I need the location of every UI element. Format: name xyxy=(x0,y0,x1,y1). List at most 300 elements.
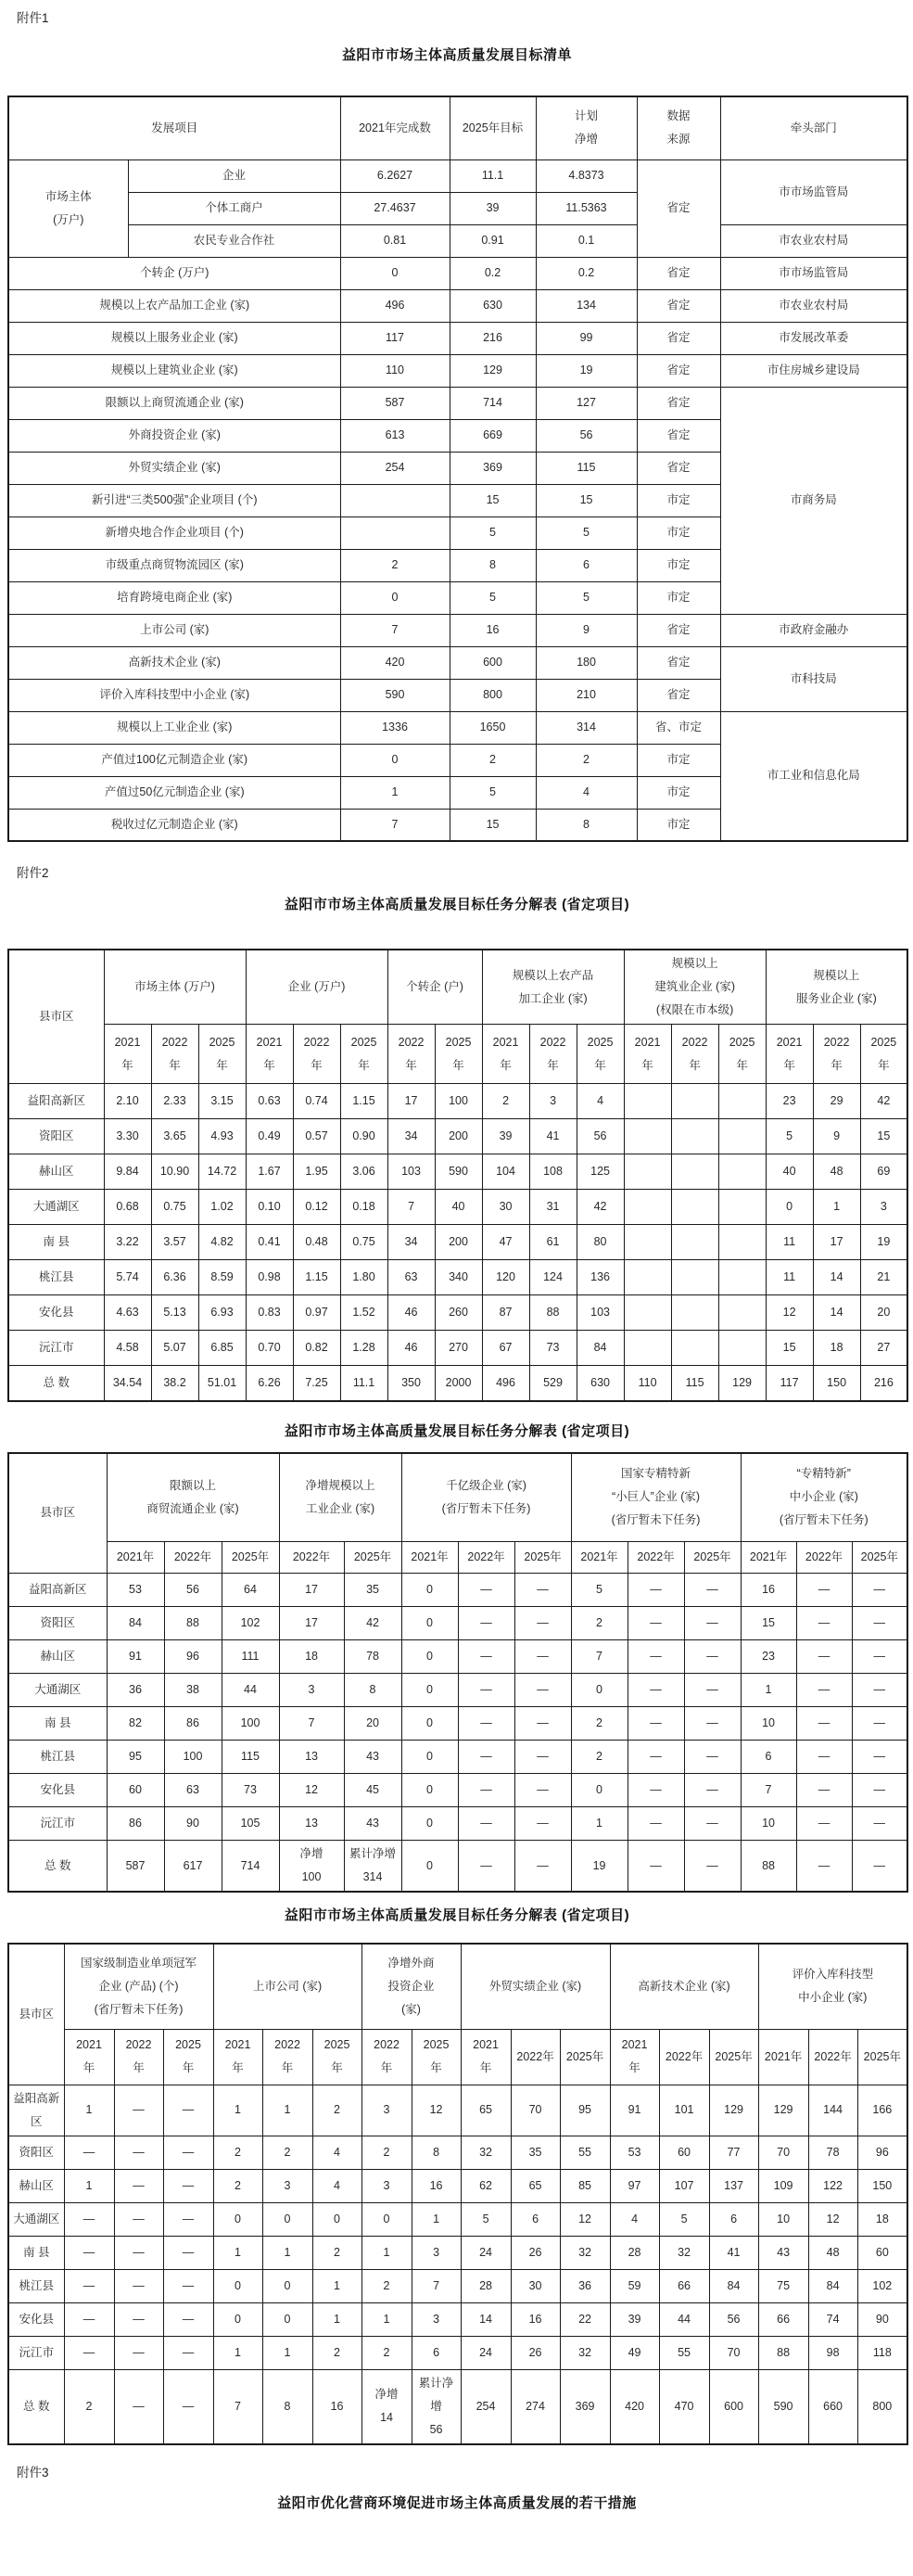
table-cell: 省定 xyxy=(637,679,720,711)
table-cell: 市定 xyxy=(637,776,720,809)
table-cell: 大通湖区 xyxy=(8,1190,104,1225)
table-cell: 市发展改革委 xyxy=(720,322,907,354)
table-cell: 桃江县 xyxy=(8,1260,104,1295)
table-cell: 市工业和信息化局 xyxy=(720,711,907,841)
table-cell: 47 xyxy=(482,1225,529,1260)
table-row xyxy=(8,289,907,322)
table-cell: — xyxy=(64,2202,114,2236)
table-cell: — xyxy=(163,2169,213,2202)
table-cell: 101 xyxy=(659,2085,709,2136)
table-cell: 0 xyxy=(213,2202,262,2236)
table-cell: — xyxy=(114,2085,163,2136)
table-cell: 5 xyxy=(659,2202,709,2236)
table-cell: 110 xyxy=(340,354,450,387)
table-cell: 14 xyxy=(461,2302,511,2336)
table-cell: 19 xyxy=(860,1225,907,1260)
table-cell: 0 xyxy=(571,1674,628,1707)
table-cell: 培育跨境电商企业 (家) xyxy=(8,581,340,614)
table-cell: 规模以上工业企业 (家) xyxy=(8,711,340,744)
table-cell: 安化县 xyxy=(8,2302,64,2336)
table-cell: 0.74 xyxy=(293,1084,340,1119)
table-cell: 420 xyxy=(610,2369,659,2444)
table-cell: 1 xyxy=(741,1674,796,1707)
table-cell: 38 xyxy=(164,1674,222,1707)
table-cell: 累计净增 56 xyxy=(412,2369,461,2444)
table-cell: — xyxy=(796,1707,852,1741)
table-cell: 3 xyxy=(361,2169,412,2202)
table-cell: 55 xyxy=(659,2336,709,2369)
table-cell: 4.63 xyxy=(104,1295,151,1331)
table-cell: 市政府金融办 xyxy=(720,614,907,646)
table-cell: 96 xyxy=(857,2136,907,2169)
header-cell: 2022 年 xyxy=(293,1025,340,1084)
table-cell: 2 xyxy=(571,1607,628,1640)
table-cell: 5 xyxy=(450,516,536,549)
table-cell xyxy=(671,1190,718,1225)
table-cell: 590 xyxy=(340,679,450,711)
table-cell: — xyxy=(64,2136,114,2169)
table-cell: — xyxy=(458,1741,514,1774)
header-cell: 2022 年 xyxy=(529,1025,577,1084)
table-cell: 4.93 xyxy=(198,1119,246,1154)
table-cell xyxy=(340,484,450,516)
header-cell: 2025年目标 xyxy=(450,96,536,159)
header-cell: 2021年完成数 xyxy=(340,96,450,159)
table-cell: 0.75 xyxy=(340,1225,387,1260)
table-cell: 70 xyxy=(758,2136,808,2169)
table-cell: 21 xyxy=(860,1260,907,1295)
table-cell: 470 xyxy=(659,2369,709,2444)
header-cell: 2022 年 xyxy=(262,2029,312,2085)
table-cell: — xyxy=(628,1674,684,1707)
table-cell: 市商务局 xyxy=(720,387,907,614)
table-cell: 0 xyxy=(312,2202,361,2236)
table-cell: 沅江市 xyxy=(8,1331,104,1366)
table-cell: 省定 xyxy=(637,452,720,484)
table-cell: 78 xyxy=(344,1640,401,1674)
table-cell: 61 xyxy=(529,1225,577,1260)
table-row xyxy=(8,1190,907,1225)
table-cell: 590 xyxy=(758,2369,808,2444)
table-cell xyxy=(718,1331,766,1366)
table-cell: — xyxy=(114,2369,163,2444)
table-cell: 590 xyxy=(435,1154,482,1190)
table-cell: 45 xyxy=(344,1774,401,1807)
table-cell: 86 xyxy=(107,1807,164,1841)
table-cell: 44 xyxy=(222,1674,279,1707)
table-cell: 65 xyxy=(511,2169,560,2202)
table-cell: 102 xyxy=(222,1607,279,1640)
table-cell: 省定 xyxy=(637,419,720,452)
attachment2-label: 附件2 xyxy=(17,866,49,880)
table-cell: 600 xyxy=(709,2369,758,2444)
table-cell: 0.2 xyxy=(536,257,637,289)
table-cell: 2 xyxy=(312,2336,361,2369)
header-cell: 2025 年 xyxy=(435,1025,482,1084)
header-cell: 2022 年 xyxy=(671,1025,718,1084)
table-cell: 3 xyxy=(412,2302,461,2336)
table-cell: — xyxy=(163,2269,213,2302)
table-cell: — xyxy=(628,1607,684,1640)
table-cell: 益阳高新区 xyxy=(8,1574,107,1607)
table-cell: — xyxy=(514,1807,571,1841)
table-cell: — xyxy=(514,1607,571,1640)
table-cell: 2 xyxy=(340,549,450,581)
table-row xyxy=(8,387,907,419)
table-cell: 8 xyxy=(262,2369,312,2444)
table-cell: — xyxy=(114,2236,163,2269)
table-cell: 2 xyxy=(571,1741,628,1774)
attachment3-label: 附件3 xyxy=(17,2465,49,2480)
table-cell xyxy=(671,1154,718,1190)
table-cell: 42 xyxy=(860,1084,907,1119)
header-cell: 个转企 (户) xyxy=(387,950,482,1025)
table-cell: — xyxy=(64,2236,114,2269)
table-cell: — xyxy=(514,1741,571,1774)
table-cell: 2 xyxy=(213,2136,262,2169)
table-cell: 200 xyxy=(435,1225,482,1260)
table-cell: 2.10 xyxy=(104,1084,151,1119)
table-cell: — xyxy=(163,2302,213,2336)
header-cell: 2022年 xyxy=(808,2029,857,2085)
table-row xyxy=(8,1741,907,1774)
table-cell: 0 xyxy=(213,2302,262,2336)
table-cell: — xyxy=(684,1807,741,1841)
table-cell: 0.1 xyxy=(536,224,637,257)
table-cell: 19 xyxy=(571,1841,628,1893)
table-cell: 0 xyxy=(401,1574,458,1607)
table-cell: 84 xyxy=(577,1331,624,1366)
header-cell: 2021 年 xyxy=(246,1025,293,1084)
table-cell: 56 xyxy=(536,419,637,452)
table-cell: 32 xyxy=(560,2236,610,2269)
table-cell: 129 xyxy=(758,2085,808,2136)
table-cell: — xyxy=(852,1807,907,1841)
table-cell: 669 xyxy=(450,419,536,452)
table-cell: 8 xyxy=(412,2136,461,2169)
table-cell: 53 xyxy=(107,1574,164,1607)
table-cell: 12 xyxy=(766,1295,813,1331)
table-cell: 11.1 xyxy=(450,159,536,192)
table-cell xyxy=(718,1084,766,1119)
table-row xyxy=(8,2085,907,2136)
table-cell: — xyxy=(514,1640,571,1674)
header-cell: 2021 年 xyxy=(461,2029,511,2085)
table-cell: 102 xyxy=(857,2269,907,2302)
table-cell: 74 xyxy=(808,2302,857,2336)
table-cell: — xyxy=(163,2236,213,2269)
table-cell: — xyxy=(796,1674,852,1707)
table-cell: — xyxy=(852,1774,907,1807)
table-cell: 税收过亿元制造企业 (家) xyxy=(8,809,340,841)
table-cell: 91 xyxy=(107,1640,164,1674)
table-row xyxy=(8,1841,907,1893)
table-cell xyxy=(718,1260,766,1295)
header-cell: 2022 年 xyxy=(114,2029,163,2085)
table-cell: 0 xyxy=(340,581,450,614)
header-cell: 2025 年 xyxy=(198,1025,246,1084)
table-cell: 6 xyxy=(741,1741,796,1774)
table-row xyxy=(8,1260,907,1295)
table-cell: 800 xyxy=(857,2369,907,2444)
table-cell: 市定 xyxy=(637,744,720,776)
table-cell: — xyxy=(514,1774,571,1807)
table-cell: 17 xyxy=(813,1225,860,1260)
table-cell: 67 xyxy=(482,1331,529,1366)
table-cell: 150 xyxy=(857,2169,907,2202)
table-cell: — xyxy=(628,1774,684,1807)
table-cell: 42 xyxy=(577,1190,624,1225)
table-cell: 0.63 xyxy=(246,1084,293,1119)
table-cell: 24 xyxy=(461,2236,511,2269)
attachment1-label: 附件1 xyxy=(17,11,49,25)
table-cell: — xyxy=(458,1774,514,1807)
table-cell: 0.81 xyxy=(340,224,450,257)
table-cell: 44 xyxy=(659,2302,709,2336)
header-cell: 2021 年 xyxy=(104,1025,151,1084)
table-cell: 117 xyxy=(766,1366,813,1401)
table-cell: 15 xyxy=(766,1331,813,1366)
header-cell: 2022年 xyxy=(511,2029,560,2085)
table-row xyxy=(8,2136,907,2169)
table-header-row xyxy=(8,1542,907,1574)
table-cell: 11 xyxy=(766,1225,813,1260)
table-cell: 14 xyxy=(813,1260,860,1295)
table-cell: 安化县 xyxy=(8,1295,104,1331)
table-cell: 35 xyxy=(344,1574,401,1607)
table-cell: 53 xyxy=(610,2136,659,2169)
header-cell: 净增外商 投资企业 (家) xyxy=(361,1944,461,2029)
header-cell: 上市公司 (家) xyxy=(213,1944,361,2029)
table-cell: 66 xyxy=(659,2269,709,2302)
table-cell: 35 xyxy=(511,2136,560,2169)
table-cell: 15 xyxy=(741,1607,796,1640)
table-cell xyxy=(624,1331,671,1366)
table-cell: 累计净增 314 xyxy=(344,1841,401,1893)
table-cell: 6 xyxy=(536,549,637,581)
table-cell: 260 xyxy=(435,1295,482,1331)
table-cell: 216 xyxy=(450,322,536,354)
table-header-row xyxy=(8,1025,907,1084)
table-cell: 2.33 xyxy=(151,1084,198,1119)
table-cell: — xyxy=(628,1807,684,1841)
table-cell: 1 xyxy=(412,2202,461,2236)
page-title-breakdown-2: 益阳市市场主体高质量发展目标任务分解表 (省定项目) xyxy=(284,1422,630,1439)
table-cell: 1 xyxy=(213,2336,262,2369)
table-row xyxy=(8,159,907,192)
table-cell: 150 xyxy=(813,1366,860,1401)
header-cell: 县市区 xyxy=(8,950,104,1084)
table-cell: 市定 xyxy=(637,581,720,614)
table-cell: 23 xyxy=(766,1084,813,1119)
header-cell: 2022年 xyxy=(796,1542,852,1574)
table-cell: 56 xyxy=(709,2302,758,2336)
table-cell: 7 xyxy=(412,2269,461,2302)
table-cell: 0 xyxy=(401,1841,458,1893)
table-cell: 4 xyxy=(312,2169,361,2202)
table-cell: 73 xyxy=(529,1331,577,1366)
header-cell: 2025年 xyxy=(684,1542,741,1574)
header-cell: 2025年 xyxy=(344,1542,401,1574)
header-cell: 2021年 xyxy=(401,1542,458,1574)
header-cell: 县市区 xyxy=(8,1944,64,2085)
header-cell: 2025年 xyxy=(514,1542,571,1574)
header-cell: 发展项目 xyxy=(8,96,340,159)
table-cell: 60 xyxy=(107,1774,164,1807)
table-cell: 7 xyxy=(340,809,450,841)
table-cell: 省定 xyxy=(637,614,720,646)
table-cell: — xyxy=(796,1574,852,1607)
table-cell: 134 xyxy=(536,289,637,322)
table-cell: 总 数 xyxy=(8,1841,107,1893)
table-cell: 市农业农村局 xyxy=(720,224,907,257)
table-cell: 529 xyxy=(529,1366,577,1401)
table-cell: — xyxy=(684,1574,741,1607)
table-cell: 产值过50亿元制造企业 (家) xyxy=(8,776,340,809)
table-cell: — xyxy=(684,1774,741,1807)
table-cell: 1.95 xyxy=(293,1154,340,1190)
table-cell: 12 xyxy=(412,2085,461,2136)
table-cell: 0.10 xyxy=(246,1190,293,1225)
table-cell: 41 xyxy=(709,2236,758,2269)
table-cell: 15 xyxy=(450,809,536,841)
table-cell: — xyxy=(852,1574,907,1607)
table-cell: 56 xyxy=(164,1574,222,1607)
table-cell: 6.26 xyxy=(246,1366,293,1401)
table-cell: — xyxy=(684,1640,741,1674)
header-cell: 2022 年 xyxy=(387,1025,435,1084)
table-cell: 10.90 xyxy=(151,1154,198,1190)
table-cell: — xyxy=(114,2336,163,2369)
table-cell: 46 xyxy=(387,1331,435,1366)
table-cell: 11 xyxy=(766,1260,813,1295)
table-cell: 0 xyxy=(340,744,450,776)
table-cell: 30 xyxy=(482,1190,529,1225)
table-cell: 109 xyxy=(758,2169,808,2202)
table-cell: 0.70 xyxy=(246,1331,293,1366)
table-cell: 市定 xyxy=(637,484,720,516)
table-cell: 17 xyxy=(279,1574,344,1607)
table-cell: 1 xyxy=(312,2269,361,2302)
table-cell: 100 xyxy=(222,1707,279,1741)
table-row xyxy=(8,2369,907,2444)
table-cell: 70 xyxy=(709,2336,758,2369)
table-cell: 63 xyxy=(387,1260,435,1295)
table-cell: 28 xyxy=(610,2236,659,2269)
table-cell: 6 xyxy=(412,2336,461,2369)
table-cell: 14 xyxy=(813,1295,860,1331)
table-cell: 39 xyxy=(482,1119,529,1154)
table-cell: 84 xyxy=(709,2269,758,2302)
table-cell: 26 xyxy=(511,2236,560,2269)
table-cell: 43 xyxy=(344,1807,401,1841)
header-cell: 2025 年 xyxy=(718,1025,766,1084)
header-cell: 千亿级企业 (家) (省厅暂未下任务) xyxy=(401,1453,571,1542)
header-cell: 2021 年 xyxy=(610,2029,659,2085)
table-cell: 78 xyxy=(808,2136,857,2169)
header-cell: 2025年 xyxy=(560,2029,610,2085)
table-cell: 0 xyxy=(401,1674,458,1707)
header-cell: 2021 年 xyxy=(213,2029,262,2085)
table-cell: 12 xyxy=(279,1774,344,1807)
table-cell: 上市公司 (家) xyxy=(8,614,340,646)
table-row xyxy=(8,1774,907,1807)
header-cell: 数据 来源 xyxy=(637,96,720,159)
header-cell: 2025年 xyxy=(857,2029,907,2085)
table-row xyxy=(8,1807,907,1841)
table-cell: 市定 xyxy=(637,516,720,549)
table-cell: 51.01 xyxy=(198,1366,246,1401)
table-cell: 1 xyxy=(361,2302,412,2336)
table-cell: 2 xyxy=(361,2269,412,2302)
table-cell xyxy=(718,1225,766,1260)
table-row xyxy=(8,1607,907,1640)
table-cell: 31 xyxy=(529,1190,577,1225)
table-cell xyxy=(624,1225,671,1260)
table-header-row xyxy=(8,2029,907,2085)
header-cell: 牵头部门 xyxy=(720,96,907,159)
table-cell: — xyxy=(514,1707,571,1741)
table-cell: 0.41 xyxy=(246,1225,293,1260)
table-cell: 13 xyxy=(279,1807,344,1841)
table-cell: — xyxy=(796,1640,852,1674)
table-cell: 2 xyxy=(482,1084,529,1119)
table-cell: 34.54 xyxy=(104,1366,151,1401)
header-cell: 2021年 xyxy=(758,2029,808,2085)
table-cell: 86 xyxy=(164,1707,222,1741)
table-row xyxy=(8,2336,907,2369)
table-cell: 120 xyxy=(482,1260,529,1295)
table-cell: 69 xyxy=(860,1154,907,1190)
page-title-target-list: 益阳市市场主体高质量发展目标清单 xyxy=(341,47,572,63)
table-cell: 714 xyxy=(450,387,536,419)
table-cell: — xyxy=(64,2269,114,2302)
table-row xyxy=(8,322,907,354)
table-cell: 210 xyxy=(536,679,637,711)
header-cell: 国家专精特新 “小巨人”企业 (家) (省厅暂未下任务) xyxy=(571,1453,741,1542)
table-cell: 216 xyxy=(860,1366,907,1401)
table-cell: 8 xyxy=(344,1674,401,1707)
table-cell: — xyxy=(64,2302,114,2336)
table-cell: 41 xyxy=(529,1119,577,1154)
table-cell: — xyxy=(796,1774,852,1807)
table-cell: 13 xyxy=(279,1741,344,1774)
table-cell: 0 xyxy=(401,1774,458,1807)
table-cell: 714 xyxy=(222,1841,279,1893)
table-row xyxy=(8,1225,907,1260)
table-cell: — xyxy=(458,1807,514,1841)
table-cell: 15 xyxy=(860,1119,907,1154)
table-cell: 103 xyxy=(577,1295,624,1331)
table-cell: 66 xyxy=(758,2302,808,2336)
table-row xyxy=(8,1331,907,1366)
table-cell: 6 xyxy=(511,2202,560,2236)
table-cell: 新增央地合作企业项目 (个) xyxy=(8,516,340,549)
table-cell: 2 xyxy=(361,2336,412,2369)
table-cell: 105 xyxy=(222,1807,279,1841)
table-row xyxy=(8,2269,907,2302)
table-cell: 1 xyxy=(262,2236,312,2269)
table-cell: — xyxy=(852,1741,907,1774)
table-cell: 0 xyxy=(340,257,450,289)
table-cell: — xyxy=(852,1841,907,1893)
table-cell: 104 xyxy=(482,1154,529,1190)
table-cell: 95 xyxy=(107,1741,164,1774)
table-cell: — xyxy=(852,1674,907,1707)
header-cell: 2022 年 xyxy=(813,1025,860,1084)
header-cell: 2021年 xyxy=(571,1542,628,1574)
table-cell: 1 xyxy=(312,2302,361,2336)
